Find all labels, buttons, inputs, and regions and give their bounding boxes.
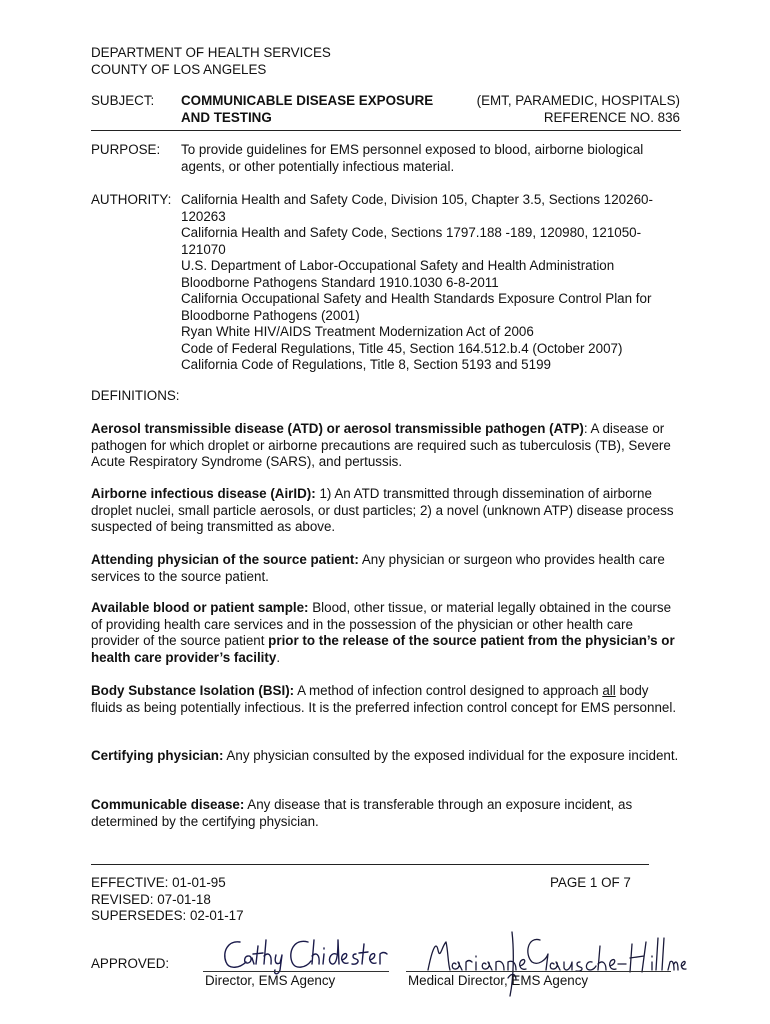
authority-line: 120263 — [181, 208, 226, 224]
definition-end: . — [276, 649, 281, 665]
definition-text: A method of infection control designed to approach — [294, 683, 603, 698]
document-header — [91, 45, 331, 78]
authority-line: California Health and Safety Code, Sections 1797.188 -189, 120980, 121050- — [181, 225, 642, 240]
header-divider — [91, 130, 681, 131]
subject-title-line1: COMMUNICABLE DISEASE EXPOSURE — [181, 93, 434, 108]
purpose-text: To provide guidelines for EMS personnel exposed to blood, airborne biological agents, or other potentially infectious material. — [181, 142, 644, 174]
county-name: COUNTY OF LOS ANGELES — [91, 61, 267, 77]
subject-audience: (EMT, PARAMEDIC, HOSPITALS) — [476, 93, 680, 108]
definition-term: Attending physician of the source patient: — [91, 552, 359, 567]
signer-title-director: Director, EMS Agency — [205, 973, 336, 988]
signer-title-medical-director: Medical Director, EMS Agency — [408, 973, 589, 988]
subject-title-line2: AND TESTING — [181, 109, 272, 125]
definition-attending-physician — [91, 552, 681, 585]
definition-text: : A disease or pathogen for which droplet or airborne precautions are required such as tuberculosis (TB), Severe Acute Respiratory Syndrome (SARS), and pertussis. — [91, 421, 671, 469]
authority-line: 121070 — [181, 241, 226, 257]
authority-label: AUTHORITY: — [91, 192, 172, 207]
definition-emphasis: prior to the release of the source patient from the physician’s or health care provider’s facility — [91, 633, 675, 665]
definition-term: Available blood or patient sample: — [91, 600, 309, 615]
definition-term: Aerosol transmissible disease (ATD) or aerosol transmissible pathogen (ATP) — [91, 421, 584, 436]
signature-line-medical-director — [406, 971, 671, 972]
authority-line: Code of Federal Regulations, Title 45, Section 164.512.b.4 (October 2007) — [181, 340, 623, 356]
subject-reference-block — [460, 93, 680, 126]
reference-number: REFERENCE NO. 836 — [543, 109, 680, 125]
revised-date: REVISED: 07-01-18 — [91, 891, 211, 907]
definition-underlined: all — [602, 683, 616, 698]
definitions-label: DEFINITIONS: — [91, 388, 180, 403]
signature-line-director — [203, 971, 389, 972]
revision-block — [91, 875, 244, 925]
authority-line: California Code of Regulations, Title 8, Section 5193 and 5199 — [181, 357, 551, 372]
definition-text: body fluids as being potentially infectious. It is the preferred infection control concept for EMS personnel. — [91, 683, 677, 715]
definition-term: Certifying physician: — [91, 748, 224, 763]
definition-text: 1) An ATD transmitted through dissemination of airborne droplet nuclei, small particle aerosols, or dust particles; 2) a novel (unknown ATP) disease process suspected of being transmitted as above. — [91, 486, 674, 534]
authority-list — [181, 192, 681, 374]
subject-label: SUBJECT: — [91, 93, 155, 108]
authority-line: Bloodborne Pathogens (2001) — [181, 307, 360, 323]
authority-line: Ryan White HIV/AIDS Treatment Modernization Act of 2006 — [181, 324, 534, 339]
definition-text: Any physician or surgeon who provides health care services to the source patient. — [91, 552, 665, 584]
authority-line: Bloodborne Pathogens Standard 1910.1030 6-8-2011 — [181, 274, 499, 290]
authority-line: U.S. Department of Labor-Occupational Safety and Health Administration — [181, 258, 615, 273]
footer-divider — [91, 864, 649, 865]
authority-line: California Occupational Safety and Health Standards Exposure Control Plan for — [181, 291, 652, 306]
definition-communicable-disease — [91, 797, 681, 830]
department-name: DEPARTMENT OF HEALTH SERVICES — [91, 45, 331, 60]
signature-director — [218, 930, 388, 976]
definition-airid — [91, 486, 681, 536]
definition-certifying-physician — [91, 748, 681, 765]
approved-label: APPROVED: — [91, 956, 170, 971]
effective-date: EFFECTIVE: 01-01-95 — [91, 875, 226, 890]
subject-title — [181, 93, 433, 126]
supersedes-date: SUPERSEDES: 02-01-17 — [91, 908, 244, 923]
definition-available-sample — [91, 600, 681, 666]
authority-line: California Health and Safety Code, Division 105, Chapter 3.5, Sections 120260- — [181, 192, 653, 207]
definition-bsi — [91, 683, 681, 716]
definition-text: Any disease that is transferable through an exposure incident, as determined by the certifying physician. — [91, 797, 633, 829]
page-number: PAGE 1 OF 7 — [550, 875, 631, 890]
definition-text: Any physician consulted by the exposed individual for the exposure incident. — [223, 748, 679, 763]
definition-term: Communicable disease: — [91, 797, 245, 812]
definition-atd — [91, 421, 681, 471]
purpose-label: PURPOSE: — [91, 142, 161, 157]
definition-text: Blood, other tissue, or material legally obtained in the course of providing health care services and in the possession of the physician or other health care provider of the source patient — [91, 600, 672, 648]
definition-term: Airborne infectious disease (AirID): — [91, 486, 316, 501]
definition-term: Body Substance Isolation (BSI): — [91, 683, 295, 698]
